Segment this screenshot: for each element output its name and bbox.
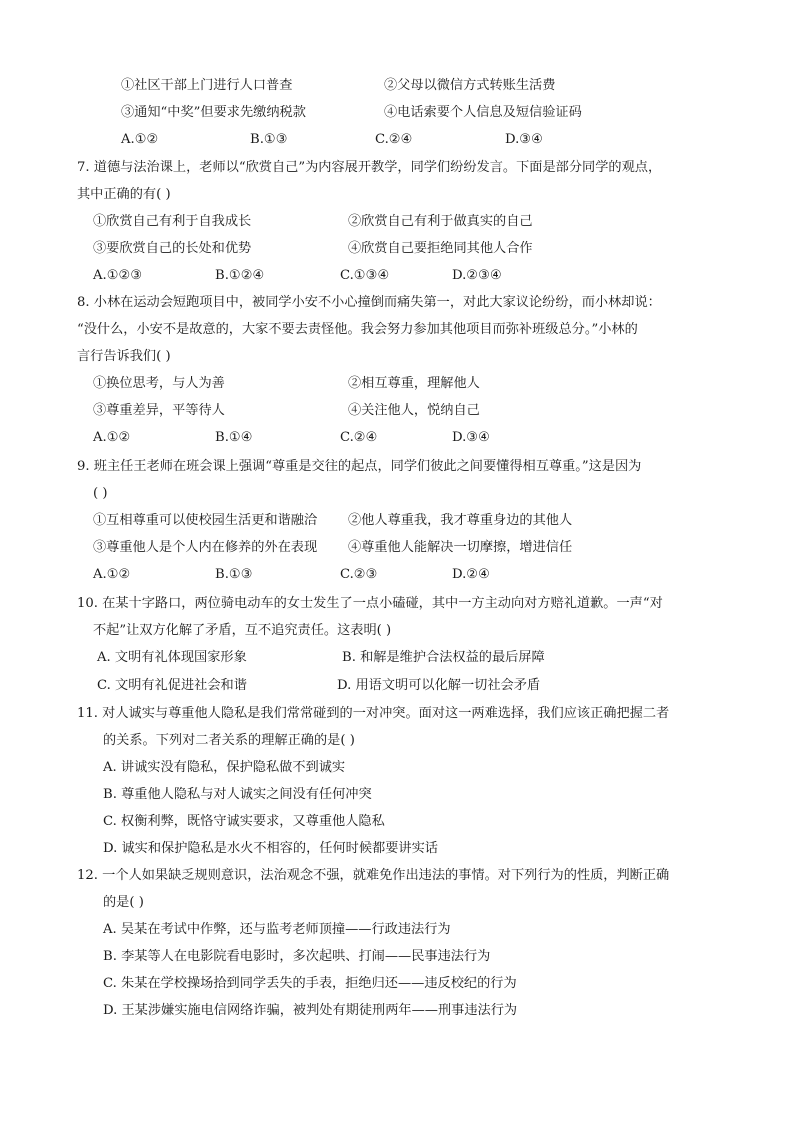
q7-option-4: ④欣赏自己要拒绝同其他人合作 <box>348 241 533 256</box>
q11-choice-d: D. 诚实和保护隐私是水火不相容的，任何时候都要讲实话 <box>103 841 438 856</box>
q11-choice-c: C. 权衡利弊，既恪守诚实要求，又尊重他人隐私 <box>103 814 385 829</box>
q10-choice-c: C. 文明有礼促进社会和谐 <box>97 678 247 693</box>
q6-option-3: ③通知“中奖”但要求先缴纳税款 <box>121 105 306 120</box>
q10-stem-line2: 不起”让双方化解了矛盾，互不追究责任。这表明( ) <box>93 623 392 638</box>
q7-choice-b: B.①②④ <box>215 268 265 283</box>
q8-choice-c: C.②④ <box>340 430 378 445</box>
q8-option-3: ③尊重差异，平等待人 <box>93 403 225 418</box>
q11-choice-a: A. 讲诚实没有隐私，保护隐私做不到诚实 <box>103 760 346 775</box>
q10-choice-b: B. 和解是维护合法权益的最后屏障 <box>342 650 545 665</box>
q6-choice-d: D.③④ <box>505 132 543 147</box>
q11-stem-line2: 的关系。下列对二者关系的理解正确的是( ) <box>103 733 355 748</box>
q9-choice-a: A.①② <box>93 567 131 582</box>
q9-choice-d: D.②④ <box>452 567 490 582</box>
q7-choice-a: A.①②③ <box>93 268 143 283</box>
q6-option-1: ①社区干部上门进行人口普查 <box>121 78 293 93</box>
q12-choice-c: C. 朱某在学校操场拾到同学丢失的手表，拒绝归还——违反校纪的行为 <box>103 976 517 991</box>
q6-choice-a: A.①② <box>121 132 159 147</box>
q9-stem-line2: ( ) <box>93 486 108 501</box>
q12-stem-line1: 12. 一个人如果缺乏规则意识，法治观念不强，就难免作出违法的事情。对下列行为的性质，判断正确 <box>77 868 670 883</box>
q6-choice-c: C.②④ <box>375 132 413 147</box>
q12-choice-b: B. 李某等人在电影院看电影时，多次起哄、打闹——民事违法行为 <box>103 949 491 964</box>
q7-option-1: ①欣赏自己有利于自我成长 <box>93 214 252 229</box>
q12-choice-a: A. 吴某在考试中作弊，还与监考老师顶撞——行政违法行为 <box>103 922 451 937</box>
q8-choice-a: A.①② <box>93 430 131 445</box>
q7-stem-line2: 其中正确的有( ) <box>77 187 171 202</box>
q7-choice-c: C.①③④ <box>340 268 390 283</box>
q7-stem-line1: 7. 道德与法治课上，老师以“欣赏自己”为内容展开教学，同学们纷纷发言。下面是部分同学的观点， <box>77 160 662 175</box>
q7-choice-d: D.②③④ <box>452 268 502 283</box>
q9-option-1: ①互相尊重可以使校园生活更和谐融洽 <box>93 513 318 528</box>
q8-stem-line3: 言行告诉我们( ) <box>77 349 171 364</box>
q7-option-2: ②欣赏自己有利于做真实的自己 <box>348 214 533 229</box>
q8-choice-b: B.①④ <box>215 430 253 445</box>
q9-stem-line1: 9. 班主任王老师在班会课上强调“尊重是交往的起点，同学们彼此之间要懂得相互尊重。”这是因为 <box>77 459 642 474</box>
q8-option-2: ②相互尊重，理解他人 <box>348 376 480 391</box>
q11-stem-line1: 11. 对人诚实与尊重他人隐私是我们常常碰到的一对冲突。面对这一两难选择，我们应该正确把握二者 <box>77 706 670 721</box>
q9-choice-b: B.①③ <box>215 567 253 582</box>
q7-option-3: ③要欣赏自己的长处和优势 <box>93 241 252 256</box>
q9-option-4: ④尊重他人能解决一切摩擦，增进信任 <box>348 540 573 555</box>
q10-stem-line1: 10. 在某十字路口，两位骑电动车的女士发生了一点小磕碰，其中一方主动向对方赔礼道歉。一声“对 <box>77 596 663 611</box>
q8-stem-line1: 8. 小林在运动会短跑项目中，被同学小安不小心撞倒而痛失第一，对此大家议论纷纷，而小林却说： <box>77 295 661 310</box>
q8-stem-line2: “没什么，小安不是故意的，大家不要去责怪他。我会努力参加其他项目而弥补班级总分。”小林的 <box>77 322 638 337</box>
q12-choice-d: D. 王某涉嫌实施电信网络诈骗，被判处有期徒刑两年——刑事违法行为 <box>103 1003 518 1018</box>
q8-choice-d: D.③④ <box>452 430 490 445</box>
q6-option-2: ②父母以微信方式转账生活费 <box>384 78 556 93</box>
q11-choice-b: B. 尊重他人隐私与对人诚实之间没有任何冲突 <box>103 787 372 802</box>
q6-option-4: ④电话索要个人信息及短信验证码 <box>384 105 582 120</box>
q10-choice-a: A. 文明有礼体现国家形象 <box>97 650 247 665</box>
q9-option-3: ③尊重他人是个人内在修养的外在表现 <box>93 540 318 555</box>
q10-choice-d: D. 用语文明可以化解一切社会矛盾 <box>337 678 541 693</box>
q9-option-2: ②他人尊重我，我才尊重身边的其他人 <box>348 513 573 528</box>
q9-choice-c: C.②③ <box>340 567 378 582</box>
q12-stem-line2: 的是( ) <box>103 895 144 910</box>
q6-choice-b: B.①③ <box>250 132 288 147</box>
q8-option-4: ④关注他人，悦纳自己 <box>348 403 480 418</box>
q8-option-1: ①换位思考，与人为善 <box>93 376 225 391</box>
